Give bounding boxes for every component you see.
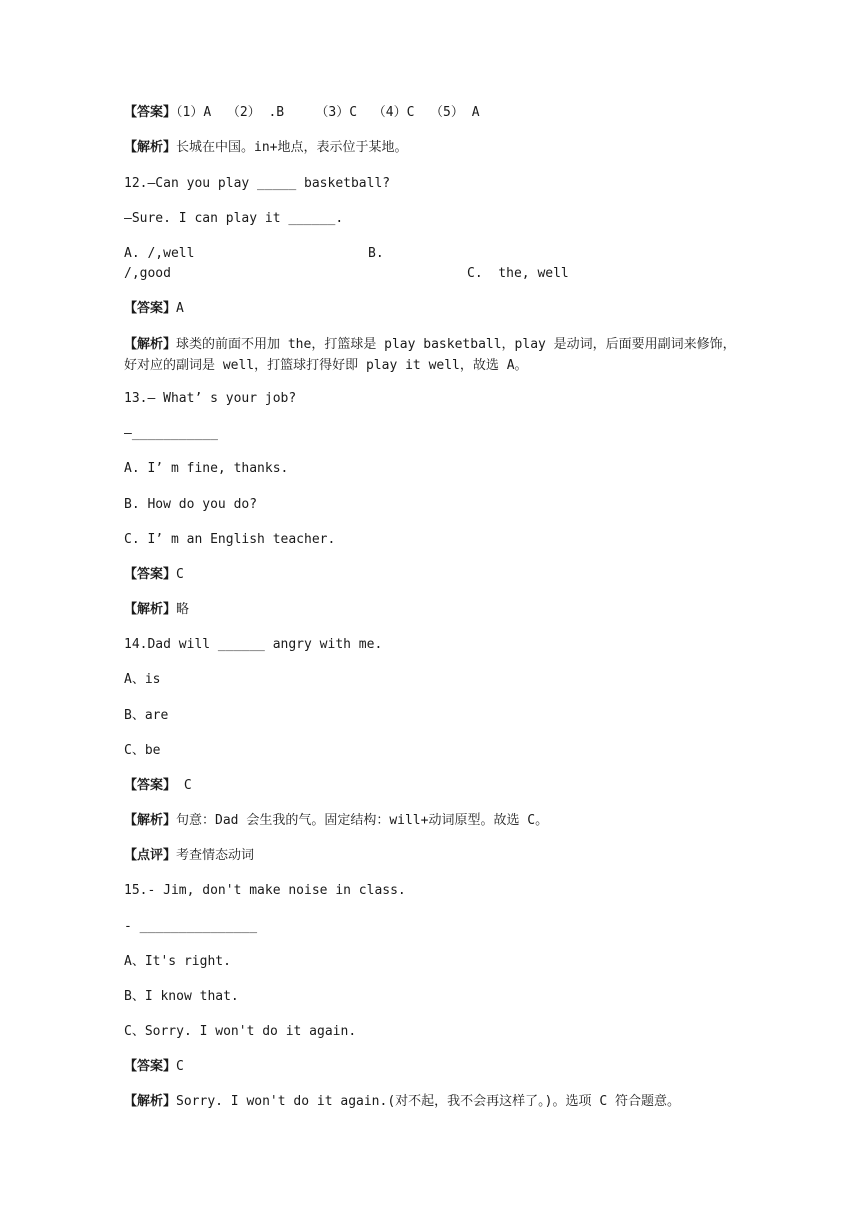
analysis-text: 长城在中国。in+地点，表示位于某地。 (176, 140, 408, 155)
q13-reply: —___________ (124, 426, 218, 441)
answer-text: C (176, 567, 184, 582)
analysis-text: 球类的前面不用加 the，打篮球是 play basketball，play 是动词，后面要用副词来修饰，好对应的副词是 well，打篮球打得好即 play it well，故选 A。 (124, 337, 736, 373)
q11-analysis (124, 139, 408, 157)
answer-text: C (176, 778, 192, 793)
q15-option-c: C、Sorry. I won't do it again. (124, 1024, 357, 1039)
q15-reply: - _______________ (124, 919, 258, 934)
analysis-text: 句意：Dad 会生我的气。固定结构：will+动词原型。故选 C。 (176, 813, 549, 828)
comment-label: 【点评】 (124, 848, 177, 863)
q14-option-a: A、is (124, 672, 161, 687)
q14-option-b: B、are (124, 708, 169, 723)
q14-option-c: C、be (124, 743, 161, 758)
analysis-text: 略 (176, 602, 190, 617)
q12-answer (124, 300, 184, 318)
q15-option-a: A、It's right. (124, 954, 231, 969)
answer-label: 【答案】 (124, 778, 177, 793)
q12-option-b-text: /,good (124, 266, 171, 281)
q15-question: 15.- Jim, don't make noise in class. (124, 883, 406, 898)
analysis-label: 【解析】 (124, 1094, 177, 1109)
q14-answer (124, 777, 192, 795)
q13-answer (124, 566, 184, 584)
q12-option-c: C. the, well (467, 266, 569, 281)
answer-label: 【答案】 (124, 105, 177, 120)
analysis-label: 【解析】 (124, 337, 177, 352)
comment-text: 考查情态动词 (176, 848, 255, 863)
q11-answer (124, 104, 480, 122)
answer-text: C (176, 1059, 184, 1074)
q14-analysis (124, 812, 548, 830)
q12-analysis (124, 334, 739, 376)
analysis-label: 【解析】 (124, 813, 177, 828)
q12-question: 12.—Can you play _____ basketball? (124, 176, 391, 191)
q15-analysis (124, 1093, 680, 1111)
q13-option-a: A. I’ m fine, thanks. (124, 461, 289, 476)
q14-question: 14.Dad will ______ angry with me. (124, 637, 383, 652)
q12-reply: —Sure. I can play it ______. (124, 211, 344, 226)
q13-option-c: C. I’ m an English teacher. (124, 532, 336, 547)
analysis-text: Sorry. I won't do it again.(对不起，我不会再这样了。)。选项 C 符合题意。 (176, 1094, 680, 1109)
analysis-label: 【解析】 (124, 602, 177, 617)
q15-answer (124, 1058, 184, 1076)
q12-option-a: A. /,well (124, 246, 195, 261)
answer-text: （1）A （2） .B （3）C （4）C （5） A (176, 105, 480, 120)
analysis-label: 【解析】 (124, 140, 177, 155)
answer-text: A (176, 301, 184, 316)
q13-question: 13.— What’ s your job? (124, 391, 297, 406)
q15-option-b: B、I know that. (124, 989, 239, 1004)
answer-label: 【答案】 (124, 301, 177, 316)
answer-label: 【答案】 (124, 1059, 177, 1074)
q13-analysis (124, 601, 189, 619)
q12-option-b: B. (368, 246, 384, 261)
answer-label: 【答案】 (124, 567, 177, 582)
q14-comment (124, 847, 254, 865)
q13-option-b: B. How do you do? (124, 497, 258, 512)
